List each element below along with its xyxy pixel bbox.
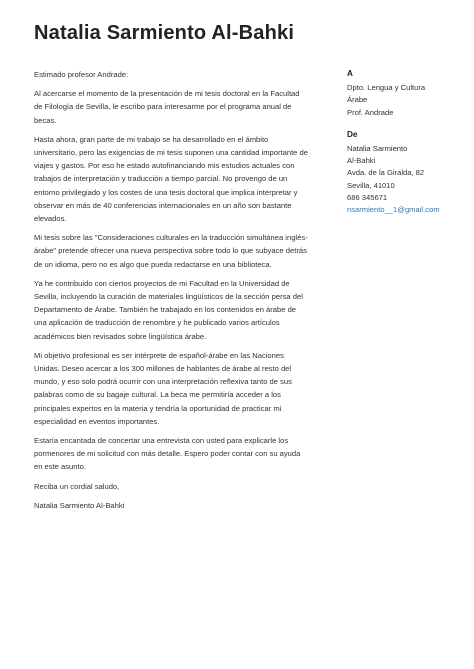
letter-body [34, 68, 309, 518]
letter-signature: Natalia Sarmiento Al-Bahki [34, 500, 125, 510]
sender-line: 686 345671 [347, 192, 388, 202]
recipient-line: Árabe [347, 95, 368, 105]
letter-paragraph: Mi objetivo profesional es ser intérprete de español-árabe en las Naciones Unidas. Deseo acercar a los 300 millones de hablantes de árabe al resto del mundo, y eso solo podrá ocurrir con una interpretación reflexiva tanto de sus palabras como de su bagaje cultural. La beca me permitiría acceder a los principales expertos en la materia y tendría la oportunidad de practicar mi especialidad en eventos importantes. [34, 350, 292, 426]
recipient-line: Prof. Andrade [347, 107, 394, 117]
applicant-name-heading: Natalia Sarmiento Al-Bahki [34, 22, 295, 44]
sender-heading: De [347, 129, 358, 139]
letter-paragraph: Ya he contribuido con ciertos proyectos de mi Facultad en la Universidad de Sevilla, incluyendo la curación de materiales lingüísticos de la sección persa del Departamento de Árabe. También he trabajado en los contenidos en árabe de una aplicación de traducción de renombre y he publicado varios artículos académicos bien revisados sobre lingüística árabe. [34, 278, 303, 341]
letter-greeting: Estimado profesor Andrade: [34, 70, 129, 79]
sender-email-link[interactable]: nsarmiento__1@gmail.com [347, 205, 440, 215]
sender-line: Sevilla, 41010 [347, 180, 395, 190]
sender-line: Natalia Sarmiento [347, 144, 408, 154]
letter-paragraph: Hasta ahora, gran parte de mi trabajo se ha desarrollado en el ámbito universitario, pero las exigencias de mi tesis suponen una cantidad importante de viajes y gastos. Por eso he estado autofinanciando mis estudios actuales con trabajos de interpretación y traducción a tiempo parcial. No provengo de un entorno privilegiado y los costes de una tesis doctoral que implica interpretar y observar en más de 40 conferencias internacionales en un año son bastante elevados. [34, 134, 308, 224]
letter-paragraph: Al acercarse el momento de la presentación de mi tesis doctoral en la Facultad de Filología de Sevilla, le escribo para interesarme por el programa anual de becas. [34, 89, 300, 125]
sender-line: Avda. de la Giralda, 82 [347, 168, 425, 178]
letter-paragraph: Mi tesis sobre las "Consideraciones culturales en la traducción simultánea inglés-árabe" pretende ofrecer una nueva perspectiva sobre todo lo que subyace detrás de un idioma, pero no es algo que pueda redactarse en una biblioteca. [34, 233, 308, 269]
recipient-line: Dpto. Lengua y Cultura [347, 83, 426, 93]
sender-line: Al-Bahki [347, 156, 376, 166]
recipient-block [347, 68, 472, 119]
letter-closing: Reciba un cordial saludo, [34, 481, 120, 491]
letter-paragraph: Estaría encantada de concertar una entrevista con usted para explicarle los pormenores de mi solicitud con más detalle. Espero poder contar con su ayuda en este asunto. [34, 436, 301, 472]
sender-block [347, 129, 472, 216]
recipient-heading: A [347, 69, 353, 78]
address-sidebar [347, 68, 472, 226]
